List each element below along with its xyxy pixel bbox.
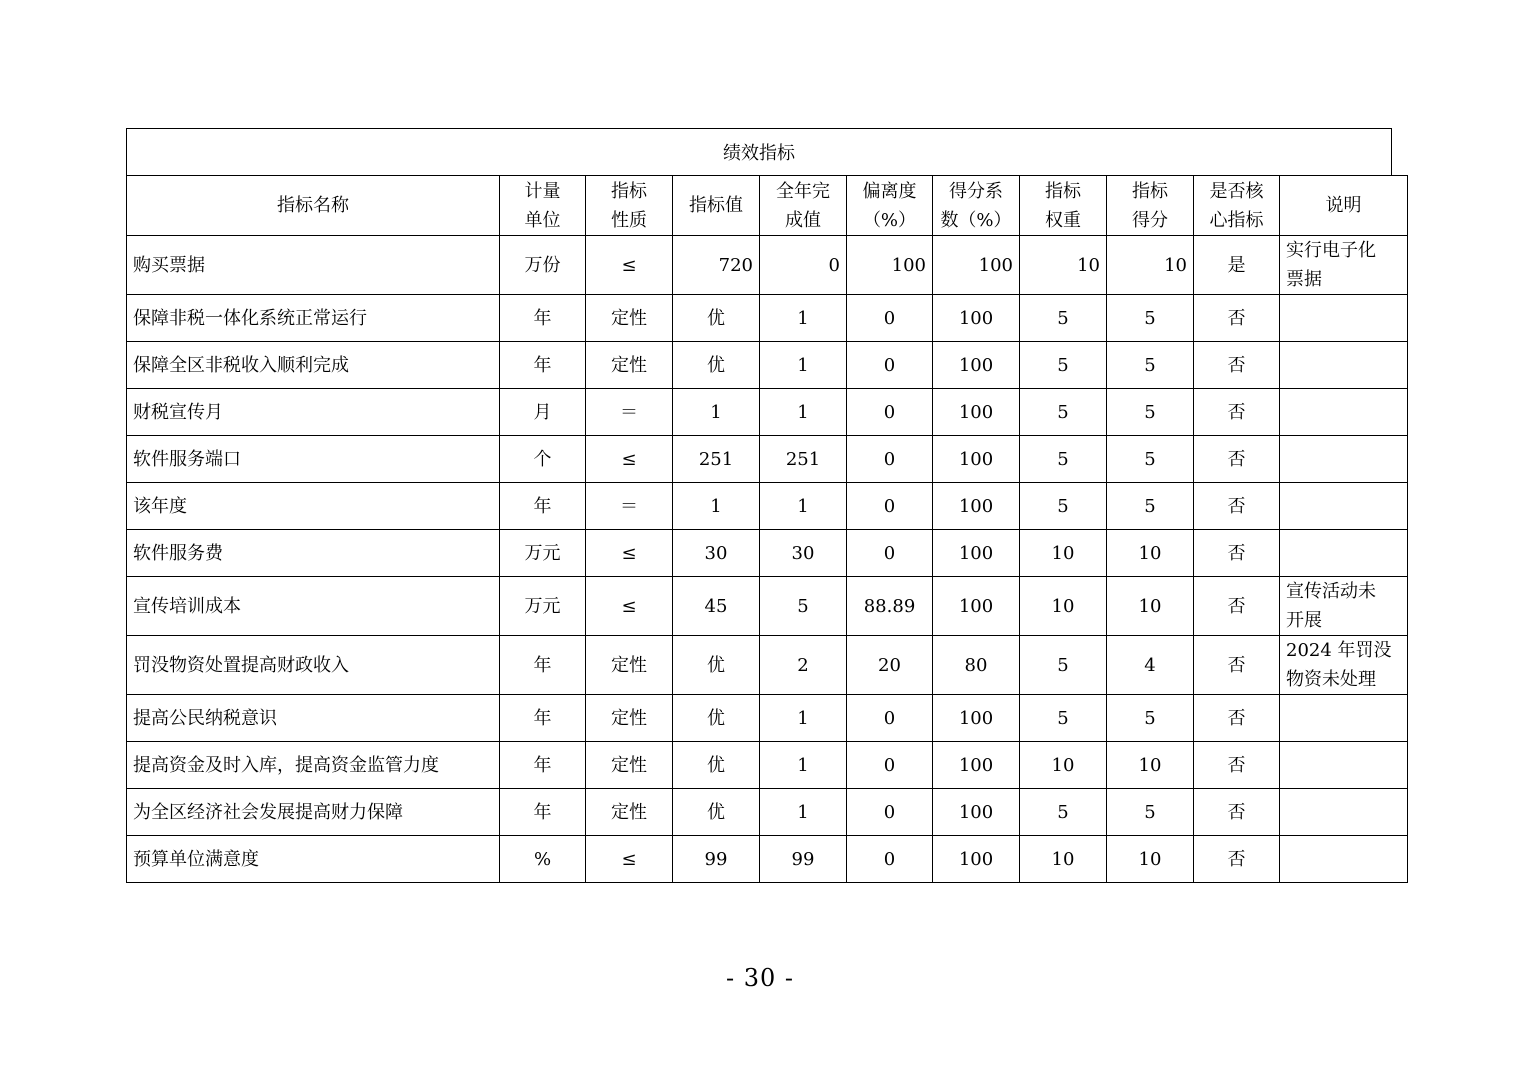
table-header-row <box>127 176 1408 236</box>
cell-score: 10 <box>1107 836 1194 883</box>
table-row <box>127 483 1408 530</box>
cell-nature: 定性 <box>586 789 673 836</box>
cell-score: 10 <box>1107 577 1194 636</box>
cell-score: 4 <box>1107 636 1194 695</box>
cell-score: 5 <box>1107 695 1194 742</box>
cell-note <box>1280 295 1408 342</box>
header-target-value: 指标值 <box>673 176 760 236</box>
cell-note: 宣传活动未 开展 <box>1280 577 1408 636</box>
cell-core-indicator: 否 <box>1194 836 1280 883</box>
cell-unit: 万元 <box>500 577 586 636</box>
cell-target-value: 251 <box>673 436 760 483</box>
cell-nature: 定性 <box>586 742 673 789</box>
header-score-coefficient: 得分系 数（%） <box>933 176 1020 236</box>
cell-nature: ≤ <box>586 577 673 636</box>
cell-target-value: 优 <box>673 342 760 389</box>
cell-note <box>1280 530 1408 577</box>
cell-core-indicator: 否 <box>1194 436 1280 483</box>
cell-score-coefficient: 100 <box>933 695 1020 742</box>
table-row <box>127 695 1408 742</box>
table-row <box>127 389 1408 436</box>
cell-weight: 5 <box>1020 695 1107 742</box>
cell-indicator-name: 财税宣传月 <box>127 389 500 436</box>
cell-score-coefficient: 100 <box>933 577 1020 636</box>
cell-score: 5 <box>1107 436 1194 483</box>
table-row <box>127 436 1408 483</box>
cell-indicator-name: 罚没物资处置提高财政收入 <box>127 636 500 695</box>
cell-core-indicator: 否 <box>1194 483 1280 530</box>
cell-note <box>1280 742 1408 789</box>
cell-score-coefficient: 100 <box>933 789 1020 836</box>
cell-score-coefficient: 80 <box>933 636 1020 695</box>
cell-target-value: 优 <box>673 636 760 695</box>
cell-actual-value: 30 <box>760 530 847 577</box>
table-row <box>127 236 1408 295</box>
cell-actual-value: 1 <box>760 295 847 342</box>
cell-weight: 10 <box>1020 236 1107 295</box>
cell-nature: ≤ <box>586 836 673 883</box>
cell-actual-value: 1 <box>760 389 847 436</box>
cell-score-coefficient: 100 <box>933 389 1020 436</box>
cell-deviation: 0 <box>847 342 933 389</box>
cell-note: 2024 年罚没 物资未处理 <box>1280 636 1408 695</box>
table-row <box>127 636 1408 695</box>
table-row <box>127 789 1408 836</box>
cell-deviation: 0 <box>847 836 933 883</box>
cell-weight: 10 <box>1020 530 1107 577</box>
cell-score-coefficient: 100 <box>933 530 1020 577</box>
cell-score: 5 <box>1107 342 1194 389</box>
cell-score-coefficient: 100 <box>933 483 1020 530</box>
cell-score: 5 <box>1107 789 1194 836</box>
cell-indicator-name: 预算单位满意度 <box>127 836 500 883</box>
cell-nature: 定性 <box>586 342 673 389</box>
cell-weight: 10 <box>1020 742 1107 789</box>
cell-indicator-name: 保障非税一体化系统正常运行 <box>127 295 500 342</box>
table-row <box>127 742 1408 789</box>
cell-unit: 年 <box>500 742 586 789</box>
cell-score: 10 <box>1107 530 1194 577</box>
cell-unit: 个 <box>500 436 586 483</box>
cell-unit: 年 <box>500 636 586 695</box>
cell-unit: 年 <box>500 483 586 530</box>
header-core-indicator: 是否核 心指标 <box>1194 176 1280 236</box>
cell-deviation: 0 <box>847 389 933 436</box>
cell-deviation: 0 <box>847 530 933 577</box>
page-number: - 30 - <box>725 964 794 992</box>
cell-score: 10 <box>1107 742 1194 789</box>
cell-unit: 年 <box>500 342 586 389</box>
cell-unit: 年 <box>500 295 586 342</box>
cell-nature: ＝ <box>586 483 673 530</box>
cell-weight: 5 <box>1020 389 1107 436</box>
cell-unit: 月 <box>500 389 586 436</box>
cell-nature: 定性 <box>586 295 673 342</box>
cell-core-indicator: 否 <box>1194 342 1280 389</box>
cell-core-indicator: 否 <box>1194 742 1280 789</box>
cell-target-value: 优 <box>673 695 760 742</box>
cell-deviation: 88.89 <box>847 577 933 636</box>
cell-deviation: 0 <box>847 789 933 836</box>
cell-target-value: 优 <box>673 742 760 789</box>
cell-note <box>1280 436 1408 483</box>
cell-unit: 年 <box>500 695 586 742</box>
cell-actual-value: 99 <box>760 836 847 883</box>
cell-unit: % <box>500 836 586 883</box>
cell-target-value: 720 <box>673 236 760 295</box>
section-title: 绩效指标 <box>126 128 1392 175</box>
cell-actual-value: 1 <box>760 742 847 789</box>
cell-core-indicator: 是 <box>1194 236 1280 295</box>
cell-weight: 5 <box>1020 342 1107 389</box>
cell-note <box>1280 836 1408 883</box>
header-nature: 指标 性质 <box>586 176 673 236</box>
cell-actual-value: 1 <box>760 483 847 530</box>
cell-score-coefficient: 100 <box>933 436 1020 483</box>
cell-indicator-name: 软件服务端口 <box>127 436 500 483</box>
cell-nature: ＝ <box>586 389 673 436</box>
table-row <box>127 577 1408 636</box>
cell-core-indicator: 否 <box>1194 295 1280 342</box>
cell-indicator-name: 购买票据 <box>127 236 500 295</box>
cell-weight: 10 <box>1020 577 1107 636</box>
cell-core-indicator: 否 <box>1194 636 1280 695</box>
cell-note <box>1280 342 1408 389</box>
cell-indicator-name: 保障全区非税收入顺利完成 <box>127 342 500 389</box>
cell-deviation: 0 <box>847 295 933 342</box>
cell-actual-value: 1 <box>760 342 847 389</box>
cell-nature: 定性 <box>586 695 673 742</box>
cell-core-indicator: 否 <box>1194 789 1280 836</box>
cell-score-coefficient: 100 <box>933 342 1020 389</box>
cell-score-coefficient: 100 <box>933 742 1020 789</box>
header-indicator-name: 指标名称 <box>127 176 500 236</box>
header-unit: 计量 单位 <box>500 176 586 236</box>
cell-score: 5 <box>1107 295 1194 342</box>
cell-score-coefficient: 100 <box>933 836 1020 883</box>
cell-indicator-name: 提高公民纳税意识 <box>127 695 500 742</box>
cell-actual-value: 1 <box>760 789 847 836</box>
cell-weight: 5 <box>1020 789 1107 836</box>
cell-actual-value: 5 <box>760 577 847 636</box>
header-weight: 指标 权重 <box>1020 176 1107 236</box>
cell-core-indicator: 否 <box>1194 530 1280 577</box>
header-deviation: 偏离度 （%） <box>847 176 933 236</box>
cell-note <box>1280 483 1408 530</box>
cell-target-value: 30 <box>673 530 760 577</box>
cell-target-value: 45 <box>673 577 760 636</box>
header-score: 指标 得分 <box>1107 176 1194 236</box>
cell-target-value: 优 <box>673 789 760 836</box>
cell-target-value: 优 <box>673 295 760 342</box>
cell-weight: 5 <box>1020 295 1107 342</box>
cell-indicator-name: 宣传培训成本 <box>127 577 500 636</box>
cell-indicator-name: 为全区经济社会发展提高财力保障 <box>127 789 500 836</box>
cell-core-indicator: 否 <box>1194 695 1280 742</box>
header-note: 说明 <box>1280 176 1408 236</box>
cell-note <box>1280 789 1408 836</box>
cell-score: 5 <box>1107 389 1194 436</box>
cell-score-coefficient: 100 <box>933 236 1020 295</box>
cell-unit: 年 <box>500 789 586 836</box>
cell-actual-value: 0 <box>760 236 847 295</box>
cell-indicator-name: 软件服务费 <box>127 530 500 577</box>
cell-nature: ≤ <box>586 236 673 295</box>
table-row <box>127 530 1408 577</box>
cell-score-coefficient: 100 <box>933 295 1020 342</box>
cell-deviation: 0 <box>847 483 933 530</box>
cell-actual-value: 2 <box>760 636 847 695</box>
cell-actual-value: 251 <box>760 436 847 483</box>
table-row <box>127 342 1408 389</box>
cell-deviation: 100 <box>847 236 933 295</box>
cell-unit: 万份 <box>500 236 586 295</box>
cell-nature: ≤ <box>586 436 673 483</box>
cell-target-value: 99 <box>673 836 760 883</box>
cell-nature: 定性 <box>586 636 673 695</box>
cell-deviation: 0 <box>847 436 933 483</box>
cell-weight: 5 <box>1020 636 1107 695</box>
cell-score: 5 <box>1107 483 1194 530</box>
cell-note: 实行电子化 票据 <box>1280 236 1408 295</box>
cell-indicator-name: 提高资金及时入库，提高资金监管力度 <box>127 742 500 789</box>
cell-deviation: 20 <box>847 636 933 695</box>
cell-weight: 5 <box>1020 483 1107 530</box>
cell-core-indicator: 否 <box>1194 389 1280 436</box>
table-row <box>127 836 1408 883</box>
cell-target-value: 1 <box>673 483 760 530</box>
cell-unit: 万元 <box>500 530 586 577</box>
header-actual-value: 全年完 成值 <box>760 176 847 236</box>
cell-actual-value: 1 <box>760 695 847 742</box>
cell-note <box>1280 389 1408 436</box>
cell-target-value: 1 <box>673 389 760 436</box>
cell-note <box>1280 695 1408 742</box>
cell-weight: 10 <box>1020 836 1107 883</box>
performance-indicator-table <box>126 175 1408 883</box>
cell-deviation: 0 <box>847 695 933 742</box>
cell-score: 10 <box>1107 236 1194 295</box>
cell-nature: ≤ <box>586 530 673 577</box>
cell-deviation: 0 <box>847 742 933 789</box>
cell-core-indicator: 否 <box>1194 577 1280 636</box>
cell-indicator-name: 该年度 <box>127 483 500 530</box>
cell-weight: 5 <box>1020 436 1107 483</box>
table-row <box>127 295 1408 342</box>
